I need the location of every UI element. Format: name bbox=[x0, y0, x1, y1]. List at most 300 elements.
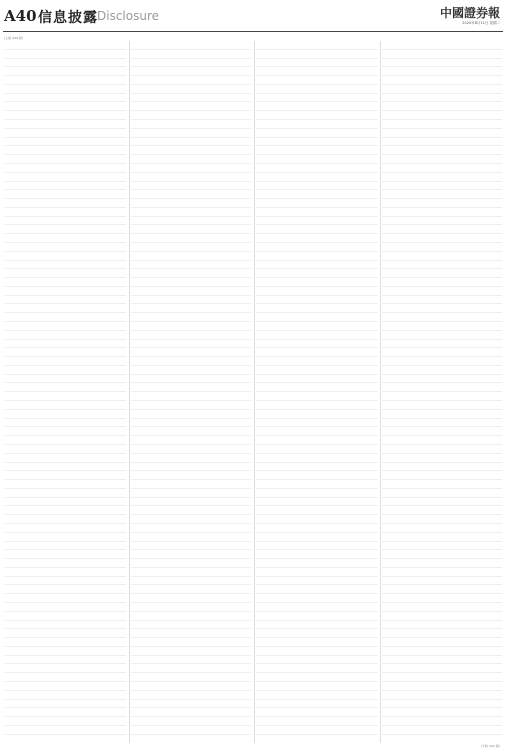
table-row bbox=[382, 138, 503, 147]
table-cell bbox=[138, 253, 194, 259]
table-cell bbox=[263, 376, 319, 382]
table-row bbox=[382, 164, 503, 173]
table-cell bbox=[12, 349, 68, 355]
table-row bbox=[5, 173, 126, 182]
table-cell bbox=[138, 639, 194, 645]
table-cell bbox=[389, 569, 445, 575]
table-cell bbox=[389, 490, 445, 496]
table-row bbox=[5, 322, 126, 331]
table-cell bbox=[12, 376, 68, 382]
table-column bbox=[254, 41, 377, 743]
table-row bbox=[256, 498, 377, 507]
table-row bbox=[382, 85, 503, 94]
table-row bbox=[131, 700, 252, 709]
table-cell bbox=[138, 683, 194, 689]
table-row bbox=[131, 480, 252, 489]
table-cell bbox=[138, 455, 194, 461]
table-cell bbox=[389, 112, 445, 118]
table-row bbox=[382, 542, 503, 551]
table-cell bbox=[389, 121, 445, 127]
table-cell bbox=[138, 402, 194, 408]
table-row bbox=[5, 577, 126, 586]
table-cell bbox=[389, 323, 445, 329]
table-cell bbox=[263, 700, 319, 706]
table-cell bbox=[389, 560, 445, 566]
table-row bbox=[382, 700, 503, 709]
table-row bbox=[5, 225, 126, 234]
table-cell bbox=[12, 499, 68, 505]
table-cell bbox=[12, 709, 68, 715]
table-cell bbox=[138, 499, 194, 505]
table-cell bbox=[263, 499, 319, 505]
table-row bbox=[131, 577, 252, 586]
table-row bbox=[5, 647, 126, 656]
table-cell bbox=[138, 419, 194, 425]
table-cell bbox=[389, 200, 445, 206]
table-cell bbox=[263, 578, 319, 584]
table-cell bbox=[12, 77, 68, 83]
table-row bbox=[131, 252, 252, 261]
table-cell bbox=[138, 727, 194, 733]
table-row bbox=[5, 559, 126, 568]
table-row bbox=[131, 612, 252, 621]
table-cell bbox=[389, 692, 445, 698]
table-cell bbox=[389, 481, 445, 487]
table-cell bbox=[389, 455, 445, 461]
table-row bbox=[131, 664, 252, 673]
table-cell bbox=[389, 718, 445, 724]
table-row bbox=[382, 155, 503, 164]
table-cell bbox=[12, 402, 68, 408]
table-cell bbox=[12, 297, 68, 303]
table-row bbox=[382, 603, 503, 612]
table-cell bbox=[138, 200, 194, 206]
table-row bbox=[131, 199, 252, 208]
table-row bbox=[131, 146, 252, 155]
table-row bbox=[256, 313, 377, 322]
table-cell bbox=[12, 455, 68, 461]
table-cell bbox=[263, 393, 319, 399]
table-row bbox=[382, 173, 503, 182]
table-row bbox=[382, 480, 503, 489]
table-row bbox=[131, 383, 252, 392]
table-cell bbox=[12, 490, 68, 496]
table-cell bbox=[263, 332, 319, 338]
table-cell bbox=[263, 551, 319, 557]
table-row bbox=[131, 225, 252, 234]
table-cell bbox=[389, 516, 445, 522]
table-cell bbox=[263, 156, 319, 162]
table-row bbox=[131, 208, 252, 217]
table-cell bbox=[138, 481, 194, 487]
table-row bbox=[131, 340, 252, 349]
table-cell bbox=[263, 68, 319, 74]
table-cell bbox=[263, 349, 319, 355]
table-cell bbox=[12, 727, 68, 733]
table-row bbox=[256, 673, 377, 682]
table-row bbox=[131, 102, 252, 111]
table-row bbox=[131, 445, 252, 454]
table-row bbox=[256, 489, 377, 498]
table-cell bbox=[263, 692, 319, 698]
table-row bbox=[131, 234, 252, 243]
table-row bbox=[256, 146, 377, 155]
table-cell bbox=[389, 727, 445, 733]
table-cell bbox=[138, 604, 194, 610]
table-row bbox=[5, 208, 126, 217]
table-row bbox=[382, 296, 503, 305]
table-cell bbox=[389, 542, 445, 548]
newspaper-masthead: 中國證券報 bbox=[439, 6, 500, 20]
table-cell bbox=[263, 490, 319, 496]
table-row bbox=[256, 102, 377, 111]
table-cell bbox=[138, 560, 194, 566]
table-row bbox=[382, 647, 503, 656]
table-row bbox=[382, 331, 503, 340]
table-cell bbox=[263, 165, 319, 171]
table-cell bbox=[263, 411, 319, 417]
section-title-en: Disclosure bbox=[97, 9, 160, 23]
table-row bbox=[131, 691, 252, 700]
table-cell bbox=[12, 665, 68, 671]
table-cell bbox=[389, 349, 445, 355]
table-row bbox=[256, 41, 377, 50]
table-cell bbox=[138, 463, 194, 469]
table-cell bbox=[389, 156, 445, 162]
table-row bbox=[5, 691, 126, 700]
table-cell bbox=[389, 578, 445, 584]
table-row bbox=[131, 585, 252, 594]
table-cell bbox=[12, 191, 68, 197]
table-row bbox=[256, 243, 377, 252]
table-cell bbox=[12, 569, 68, 575]
table-cell bbox=[263, 191, 319, 197]
table-cell bbox=[138, 542, 194, 548]
table-cell bbox=[389, 244, 445, 250]
table-row bbox=[382, 717, 503, 726]
table-cell bbox=[263, 569, 319, 575]
table-row bbox=[256, 445, 377, 454]
table-cell bbox=[263, 288, 319, 294]
table-cell bbox=[12, 516, 68, 522]
table-row bbox=[256, 182, 377, 191]
table-row bbox=[382, 225, 503, 234]
table-row bbox=[5, 401, 126, 410]
table-row bbox=[256, 392, 377, 401]
table-cell bbox=[389, 86, 445, 92]
table-row bbox=[5, 726, 126, 735]
table-cell bbox=[389, 209, 445, 215]
table-cell bbox=[138, 261, 194, 267]
table-cell bbox=[12, 630, 68, 636]
table-row bbox=[131, 50, 252, 59]
table-cell bbox=[12, 367, 68, 373]
table-cell bbox=[263, 419, 319, 425]
table-row bbox=[256, 304, 377, 313]
table-cell bbox=[138, 428, 194, 434]
table-cell bbox=[12, 411, 68, 417]
table-row bbox=[382, 559, 503, 568]
table-row bbox=[131, 726, 252, 735]
table-row bbox=[256, 375, 377, 384]
table-cell bbox=[12, 419, 68, 425]
table-row bbox=[131, 76, 252, 85]
table-row bbox=[131, 261, 252, 270]
table-cell bbox=[12, 621, 68, 627]
table-cell bbox=[263, 727, 319, 733]
table-cell bbox=[138, 288, 194, 294]
table-cell bbox=[389, 595, 445, 601]
table-row bbox=[131, 313, 252, 322]
table-row bbox=[131, 542, 252, 551]
table-cell bbox=[263, 323, 319, 329]
table-row bbox=[382, 129, 503, 138]
table-row bbox=[131, 138, 252, 147]
table-row bbox=[382, 664, 503, 673]
table-row bbox=[382, 691, 503, 700]
table-row bbox=[5, 41, 126, 50]
table-cell bbox=[389, 613, 445, 619]
table-cell bbox=[138, 95, 194, 101]
table-row bbox=[256, 76, 377, 85]
table-cell bbox=[389, 674, 445, 680]
table-cell bbox=[389, 95, 445, 101]
table-cell bbox=[263, 639, 319, 645]
table-row bbox=[131, 348, 252, 357]
table-row bbox=[382, 489, 503, 498]
table-cell bbox=[138, 551, 194, 557]
table-cell bbox=[263, 174, 319, 180]
table-cell bbox=[263, 683, 319, 689]
table-row bbox=[131, 489, 252, 498]
table-row bbox=[5, 129, 126, 138]
table-row bbox=[5, 102, 126, 111]
table-row bbox=[5, 735, 126, 743]
table-cell bbox=[389, 463, 445, 469]
table-cell bbox=[12, 218, 68, 224]
table-row bbox=[131, 331, 252, 340]
table-cell bbox=[138, 314, 194, 320]
table-cell bbox=[12, 700, 68, 706]
table-cell bbox=[138, 226, 194, 232]
table-row bbox=[382, 506, 503, 515]
table-row bbox=[131, 217, 252, 226]
table-row bbox=[256, 217, 377, 226]
table-cell bbox=[263, 314, 319, 320]
table-cell bbox=[138, 209, 194, 215]
table-row bbox=[5, 366, 126, 375]
table-cell bbox=[389, 253, 445, 259]
table-row bbox=[256, 436, 377, 445]
table-row bbox=[131, 366, 252, 375]
table-row bbox=[256, 50, 377, 59]
table-cell bbox=[389, 376, 445, 382]
table-cell bbox=[263, 270, 319, 276]
table-row bbox=[256, 296, 377, 305]
table-row bbox=[256, 542, 377, 551]
table-row bbox=[256, 340, 377, 349]
table-row bbox=[131, 419, 252, 428]
table-row bbox=[131, 463, 252, 472]
table-cell bbox=[263, 367, 319, 373]
table-row bbox=[5, 410, 126, 419]
table-row bbox=[256, 550, 377, 559]
table-row bbox=[5, 427, 126, 436]
table-row bbox=[382, 340, 503, 349]
table-cell bbox=[138, 437, 194, 443]
table-cell bbox=[389, 507, 445, 513]
table-cell bbox=[12, 270, 68, 276]
table-cell bbox=[263, 138, 319, 144]
table-row bbox=[382, 243, 503, 252]
table-row bbox=[256, 199, 377, 208]
table-cell bbox=[389, 534, 445, 540]
table-cell bbox=[389, 384, 445, 390]
table-cell bbox=[12, 393, 68, 399]
table-row bbox=[382, 304, 503, 313]
table-cell bbox=[138, 367, 194, 373]
table-row bbox=[131, 269, 252, 278]
table-cell bbox=[389, 191, 445, 197]
table-row bbox=[5, 463, 126, 472]
table-cell bbox=[12, 235, 68, 241]
table-row bbox=[256, 331, 377, 340]
table-cell bbox=[389, 630, 445, 636]
table-row bbox=[131, 656, 252, 665]
table-row bbox=[382, 454, 503, 463]
table-row bbox=[131, 647, 252, 656]
table-cell bbox=[263, 121, 319, 127]
table-row bbox=[256, 700, 377, 709]
table-row bbox=[256, 322, 377, 331]
table-cell bbox=[138, 174, 194, 180]
table-cell bbox=[138, 569, 194, 575]
table-cell bbox=[12, 736, 68, 742]
table-cell bbox=[263, 507, 319, 513]
table-row bbox=[5, 357, 126, 366]
table-row bbox=[256, 515, 377, 524]
table-cell bbox=[389, 261, 445, 267]
table-row bbox=[5, 585, 126, 594]
table-row bbox=[131, 129, 252, 138]
header-rule bbox=[3, 31, 503, 32]
table-cell bbox=[263, 718, 319, 724]
table-cell bbox=[138, 384, 194, 390]
table-row bbox=[5, 603, 126, 612]
table-row bbox=[5, 296, 126, 305]
table-cell bbox=[263, 709, 319, 715]
table-cell bbox=[389, 683, 445, 689]
table-row bbox=[256, 410, 377, 419]
table-cell bbox=[389, 235, 445, 241]
table-row bbox=[256, 585, 377, 594]
table-cell bbox=[263, 437, 319, 443]
table-row bbox=[256, 524, 377, 533]
page-number: A40 bbox=[4, 7, 37, 25]
table-cell bbox=[389, 51, 445, 57]
table-cell bbox=[12, 551, 68, 557]
table-cell bbox=[138, 665, 194, 671]
table-cell bbox=[138, 736, 194, 742]
table-cell bbox=[138, 165, 194, 171]
table-row bbox=[256, 463, 377, 472]
table-cell bbox=[263, 674, 319, 680]
table-row bbox=[382, 252, 503, 261]
table-row bbox=[5, 111, 126, 120]
table-row bbox=[382, 708, 503, 717]
table-row bbox=[256, 357, 377, 366]
table-cell bbox=[12, 68, 68, 74]
table-cell bbox=[263, 86, 319, 92]
table-row bbox=[5, 656, 126, 665]
table-cell bbox=[138, 130, 194, 136]
table-cell bbox=[138, 718, 194, 724]
table-cell bbox=[12, 279, 68, 285]
table-row bbox=[131, 708, 252, 717]
table-cell bbox=[389, 68, 445, 74]
table-row bbox=[256, 234, 377, 243]
table-cell bbox=[389, 165, 445, 171]
table-cell bbox=[389, 437, 445, 443]
table-row bbox=[256, 383, 377, 392]
table-row bbox=[256, 664, 377, 673]
table-row bbox=[5, 234, 126, 243]
table-row bbox=[5, 717, 126, 726]
table-cell bbox=[138, 59, 194, 65]
table-cell bbox=[263, 218, 319, 224]
table-cell bbox=[389, 270, 445, 276]
table-cell bbox=[138, 112, 194, 118]
table-cell bbox=[138, 349, 194, 355]
table-row bbox=[5, 594, 126, 603]
table-row bbox=[131, 401, 252, 410]
table-row bbox=[382, 401, 503, 410]
table-cell bbox=[138, 103, 194, 109]
table-row bbox=[382, 366, 503, 375]
table-row bbox=[5, 340, 126, 349]
table-cell bbox=[12, 692, 68, 698]
table-row bbox=[131, 357, 252, 366]
table-row bbox=[256, 85, 377, 94]
table-row bbox=[5, 190, 126, 199]
table-cell bbox=[389, 648, 445, 654]
table-cell bbox=[263, 103, 319, 109]
table-cell bbox=[389, 147, 445, 153]
table-row bbox=[382, 629, 503, 638]
table-row bbox=[382, 735, 503, 743]
table-row bbox=[382, 102, 503, 111]
table-row bbox=[382, 383, 503, 392]
table-row bbox=[5, 436, 126, 445]
table-cell bbox=[263, 95, 319, 101]
dateline: 2020年8月11日 星期二 bbox=[462, 21, 500, 25]
table-cell bbox=[12, 253, 68, 259]
table-row bbox=[5, 708, 126, 717]
table-cell bbox=[12, 138, 68, 144]
table-cell bbox=[12, 578, 68, 584]
table-cell bbox=[263, 446, 319, 452]
table-cell bbox=[138, 578, 194, 584]
table-row bbox=[5, 621, 126, 630]
table-cell bbox=[12, 261, 68, 267]
table-row bbox=[5, 682, 126, 691]
table-row bbox=[256, 454, 377, 463]
table-row bbox=[382, 278, 503, 287]
table-cell bbox=[12, 147, 68, 153]
table-row bbox=[382, 682, 503, 691]
table-row bbox=[5, 471, 126, 480]
table-cell bbox=[138, 376, 194, 382]
